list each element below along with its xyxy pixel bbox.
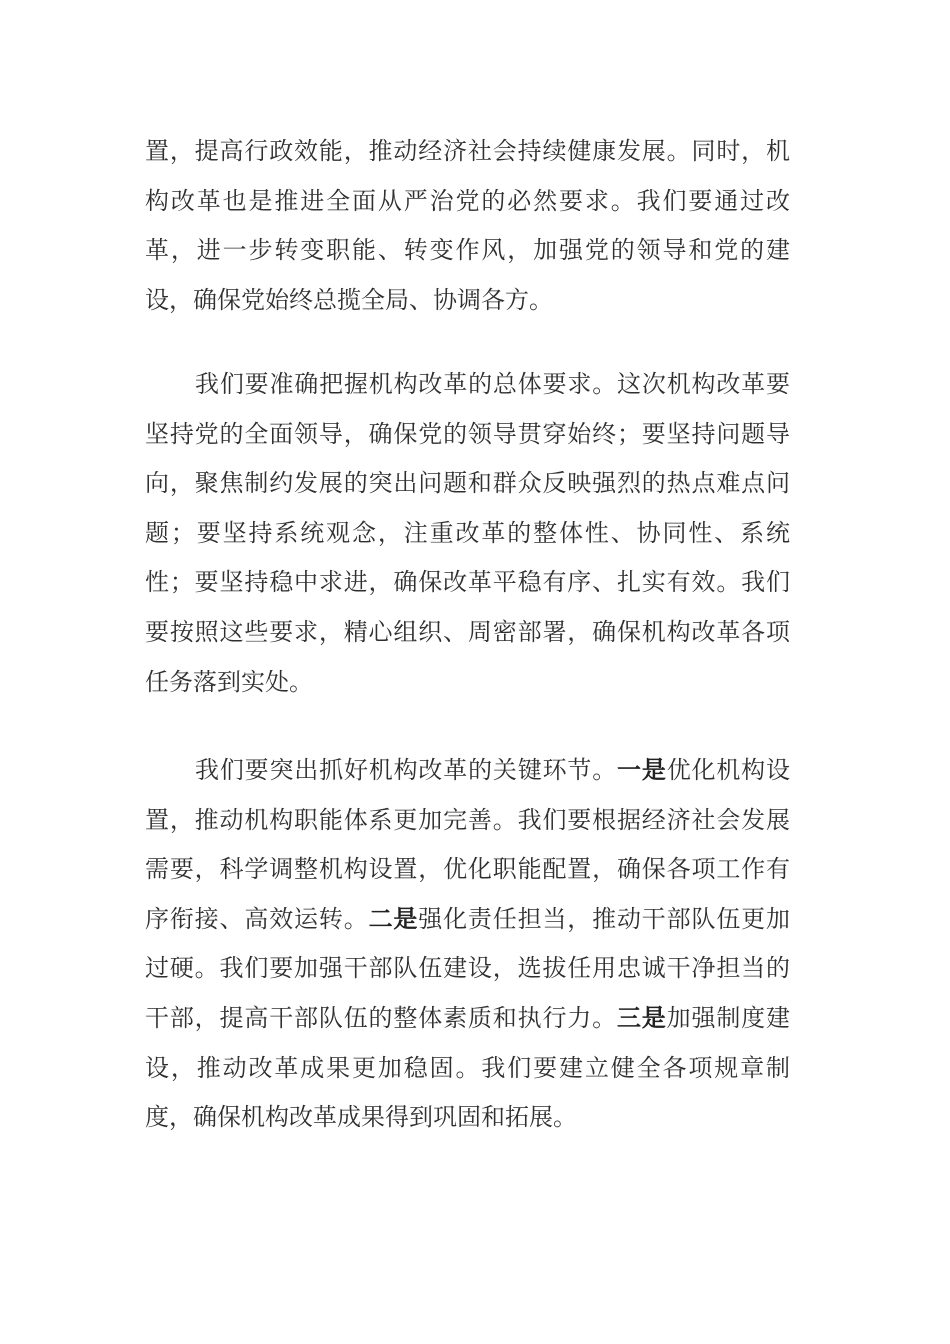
paragraph-2-text: 我们要准确把握机构改革的总体要求。这次机构改革要坚持党的全面领导，确保党的领导贯穿始终；要坚持问题导向，聚焦制约发展的突出问题和群众反映强烈的热点难点问题；要坚持系统观念，注重改革的整体性、协同性、系统性；要坚持稳中求进，确保改革平稳有序、扎实有效。我们要按照这些要求，精心组织、周密部署，确保机构改革各项任务落到实处。 (145, 370, 790, 696)
point-3-label: 三是 (616, 1003, 667, 1032)
paragraph-1 (145, 127, 790, 325)
point-2-label: 二是 (368, 904, 419, 933)
point-3-text: 加强制度建设，推动改革成果更加稳固。我们要建立健全各项规章制度，确保机构改革成果得到巩固和拓展。 (145, 1003, 791, 1132)
paragraph-2 (145, 360, 790, 707)
point-2-text: 强化责任担当，推动干部队伍更加过硬。我们要加强干部队伍建设，选拔任用忠诚干净担当的干部，提高干部队伍的整体素质和执行力。 (145, 904, 791, 1032)
paragraph-1-text: 置，提高行政效能，推动经济社会持续健康发展。同时，机构改革也是推进全面从严治党的必然要求。我们要通过改革，进一步转变职能、转变作风，加强党的领导和党的建设，确保党始终总揽全局、协调各方。 (145, 137, 790, 314)
point-1-text: 优化机构设置，推动机构职能体系更加完善。我们要根据经济社会发展需要，科学调整机构设置，优化职能配置，确保各项工作有序衔接、高效运转。 (145, 756, 791, 933)
paragraph-3-intro: 我们要突出抓好机构改革的关键环节。 (195, 756, 618, 784)
point-1-label: 一是 (617, 756, 667, 784)
paragraph-3 (145, 746, 790, 1143)
